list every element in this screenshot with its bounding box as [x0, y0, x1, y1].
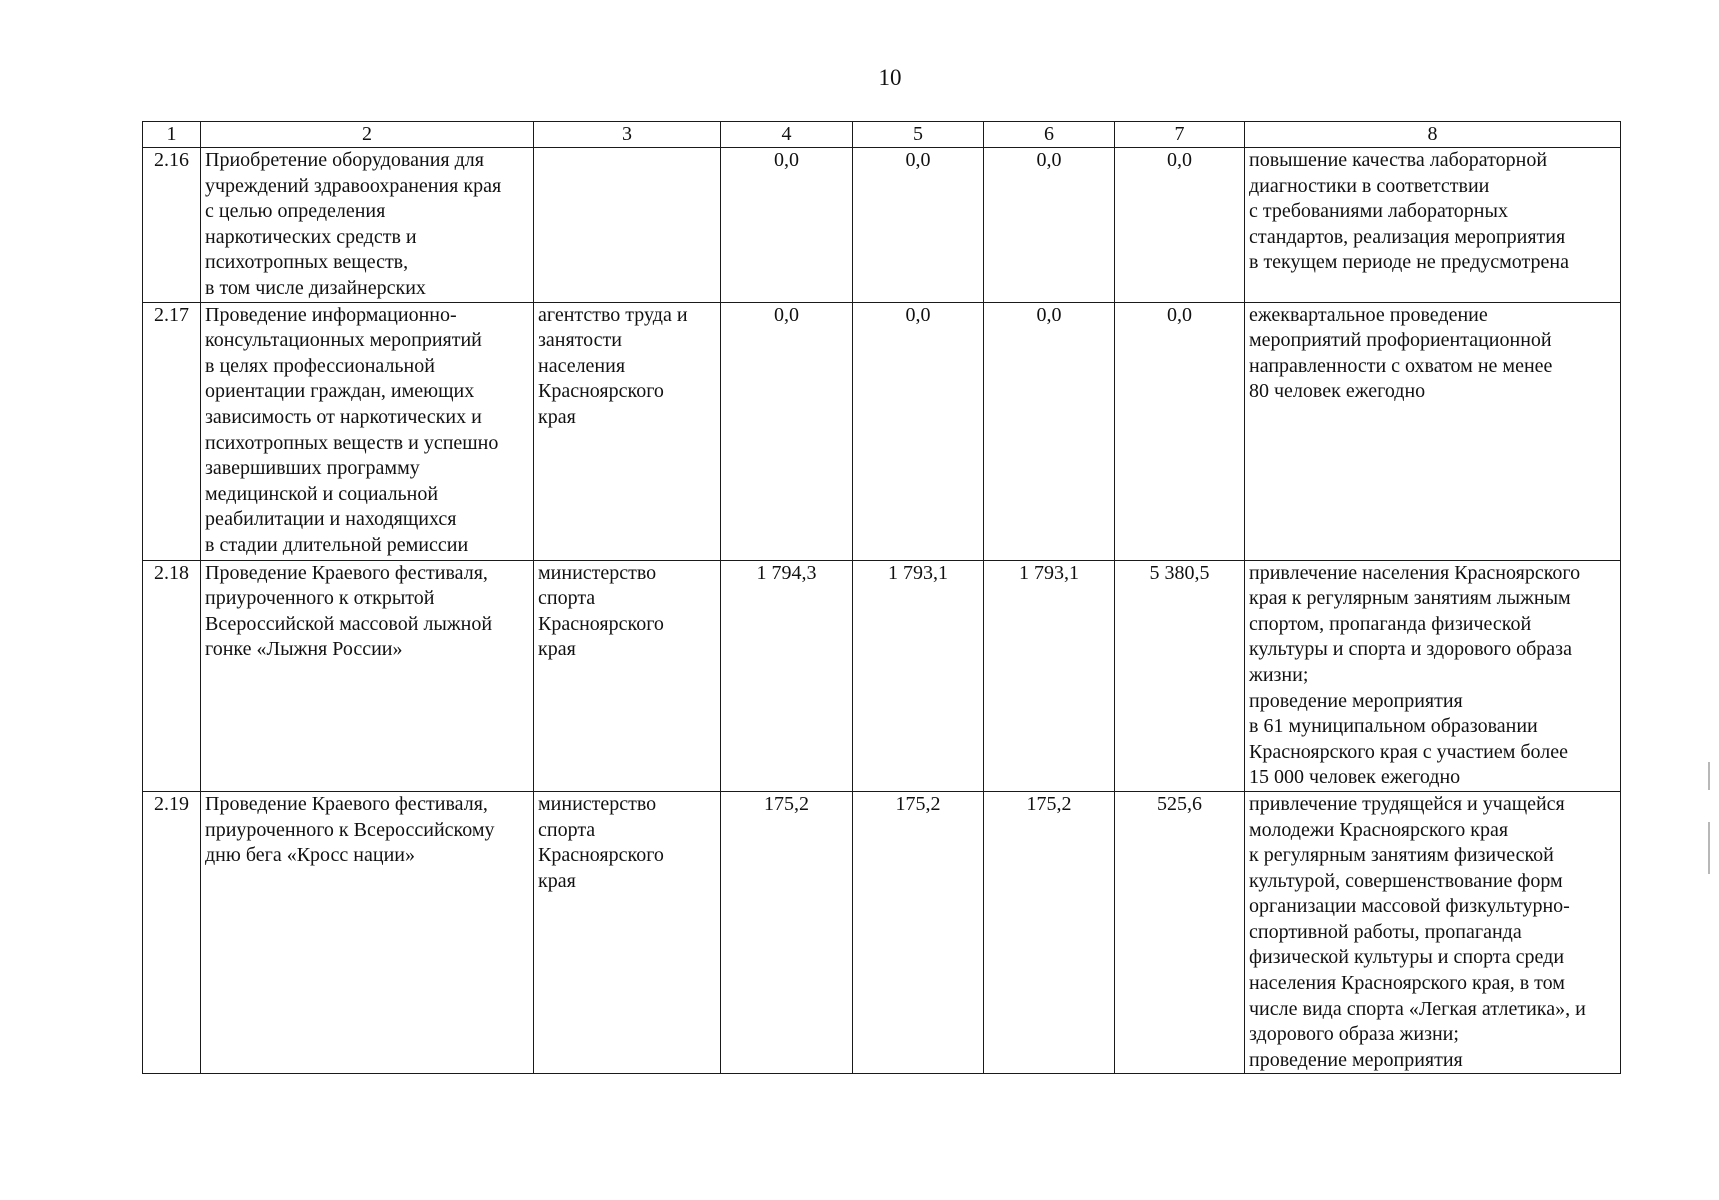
- activity-name-line: наркотических средств и: [205, 225, 417, 248]
- column-number-row: [143, 122, 1621, 148]
- executor-line: министерство: [538, 792, 657, 815]
- program-activities-table: [142, 121, 1621, 1074]
- activity-name-cell: [201, 148, 534, 303]
- scan-edge-mark: [1708, 762, 1710, 790]
- value-col-5: 0,0: [853, 148, 984, 303]
- column-header-1: 1: [143, 122, 201, 148]
- expected-result-line: проведение мероприятия: [1249, 689, 1463, 712]
- activity-name-line: психотропных веществ и успешно: [205, 431, 499, 454]
- activity-name-line: ориентации граждан, имеющих: [205, 380, 475, 403]
- activity-name-line: приуроченного к Всероссийскому: [205, 818, 495, 841]
- expected-result-line: 15 000 человек ежегодно: [1249, 766, 1461, 789]
- row-number: 2.19: [143, 791, 201, 1074]
- expected-result-line: здорового образа жизни;: [1249, 1023, 1459, 1046]
- activity-name-line: в стадии длительной ремиссии: [205, 533, 469, 556]
- value-total: 5 380,5: [1115, 560, 1245, 791]
- value-col-4: 0,0: [721, 302, 853, 560]
- expected-result-line: молодежи Красноярского края: [1249, 818, 1509, 841]
- activity-name-line: с целью определения: [205, 200, 386, 223]
- column-header-6: 6: [984, 122, 1115, 148]
- activity-name-line: зависимость от наркотических и: [205, 405, 482, 428]
- value-total: 0,0: [1115, 148, 1245, 303]
- column-header-8: 8: [1245, 122, 1621, 148]
- executor-line: Красноярского: [538, 380, 664, 403]
- row-number: 2.17: [143, 302, 201, 560]
- row-number: 2.16: [143, 148, 201, 303]
- expected-result-line: края к регулярным занятиям лыжным: [1249, 587, 1571, 610]
- expected-result-line: организации массовой физкультурно-: [1249, 895, 1570, 918]
- expected-result-line: ежеквартальное проведение: [1249, 303, 1488, 326]
- executor-line: министерство: [538, 561, 657, 584]
- expected-result-line: стандартов, реализация мероприятия: [1249, 225, 1566, 248]
- executor-line: Красноярского: [538, 844, 664, 867]
- expected-result-line: к регулярным занятиям физической: [1249, 844, 1554, 867]
- value-col-5: 1 793,1: [853, 560, 984, 791]
- activity-name-line: консультационных мероприятий: [205, 329, 482, 352]
- expected-result-line: Красноярского края с участием более: [1249, 740, 1569, 763]
- value-col-5: 175,2: [853, 791, 984, 1074]
- expected-result-line: в текущем периоде не предусмотрена: [1249, 251, 1569, 274]
- column-header-5: 5: [853, 122, 984, 148]
- value-total: 525,6: [1115, 791, 1245, 1074]
- executor-line: Красноярского: [538, 612, 664, 635]
- expected-result-line: населения Красноярского края, в том: [1249, 972, 1565, 995]
- expected-result-cell: [1245, 791, 1621, 1074]
- value-col-6: 175,2: [984, 791, 1115, 1074]
- expected-result-line: 80 человек ежегодно: [1249, 380, 1426, 403]
- value-col-4: 175,2: [721, 791, 853, 1074]
- executor-line: занятости: [538, 329, 622, 352]
- table-body: [143, 148, 1621, 1074]
- expected-result-line: диагностики в соответствии: [1249, 174, 1490, 197]
- expected-result-cell: [1245, 560, 1621, 791]
- value-col-4: 1 794,3: [721, 560, 853, 791]
- expected-result-cell: [1245, 148, 1621, 303]
- activity-name-line: Проведение Краевого фестиваля,: [205, 561, 488, 584]
- executor-line: края: [538, 869, 576, 892]
- value-col-6: 1 793,1: [984, 560, 1115, 791]
- value-col-4: 0,0: [721, 148, 853, 303]
- expected-result-line: привлечение населения Красноярского: [1249, 561, 1581, 584]
- expected-result-line: жизни;: [1249, 663, 1309, 686]
- executor-cell: [534, 302, 721, 560]
- executor-cell: [534, 148, 721, 303]
- activity-name-cell: [201, 791, 534, 1074]
- expected-result-line: культурой, совершенствование форм: [1249, 869, 1563, 892]
- value-col-6: 0,0: [984, 148, 1115, 303]
- expected-result-line: физической культуры и спорта среди: [1249, 946, 1565, 969]
- executor-line: населения: [538, 354, 626, 377]
- expected-result-line: числе вида спорта «Легкая атлетика», и: [1249, 997, 1586, 1020]
- activity-name-line: в том числе дизайнерских: [205, 276, 426, 299]
- activity-name-line: психотропных веществ,: [205, 251, 409, 274]
- expected-result-line: в 61 муниципальном образовании: [1249, 715, 1538, 738]
- table-row: [143, 148, 1621, 303]
- executor-line: агентство труда и: [538, 303, 688, 326]
- scan-edge-mark: [1708, 822, 1710, 874]
- column-header-4: 4: [721, 122, 853, 148]
- expected-result-line: спортивной работы, пропаганда: [1249, 920, 1522, 943]
- expected-result-line: культуры и спорта и здорового образа: [1249, 638, 1572, 661]
- activity-name-line: реабилитации и находящихся: [205, 508, 457, 531]
- activity-name-line: Проведение Краевого фестиваля,: [205, 792, 488, 815]
- page-number: 10: [878, 65, 902, 90]
- expected-result-cell: [1245, 302, 1621, 560]
- executor-line: края: [538, 405, 576, 428]
- expected-result-line: привлечение трудящейся и учащейся: [1249, 792, 1565, 815]
- activity-name-line: Всероссийской массовой лыжной: [205, 612, 493, 635]
- activity-name-line: завершивших программу: [205, 457, 420, 480]
- expected-result-line: повышение качества лабораторной: [1249, 149, 1548, 171]
- activity-name-line: дню бега «Кросс нации»: [205, 844, 415, 867]
- table-row: [143, 791, 1621, 1074]
- activity-name-cell: [201, 560, 534, 791]
- column-header-3: 3: [534, 122, 721, 148]
- executor-cell: [534, 560, 721, 791]
- activity-name-line: в целях профессиональной: [205, 354, 435, 377]
- executor-line: спорта: [538, 587, 596, 610]
- table-row: [143, 302, 1621, 560]
- expected-result-line: направленности с охватом не менее: [1249, 354, 1553, 377]
- executor-line: спорта: [538, 818, 596, 841]
- activity-name-line: приуроченного к открытой: [205, 587, 435, 610]
- row-number: 2.18: [143, 560, 201, 791]
- value-col-6: 0,0: [984, 302, 1115, 560]
- activity-name-line: медицинской и социальной: [205, 482, 439, 505]
- column-header-2: 2: [201, 122, 534, 148]
- expected-result-line: проведение мероприятия: [1249, 1048, 1463, 1071]
- activity-name-line: учреждений здравоохранения края: [205, 174, 502, 197]
- activity-name-line: Проведение информационно-: [205, 303, 457, 326]
- activity-name-line: Приобретение оборудования для: [205, 149, 484, 171]
- table-row: [143, 560, 1621, 791]
- value-total: 0,0: [1115, 302, 1245, 560]
- activity-name-line: гонке «Лыжня России»: [205, 638, 403, 661]
- expected-result-line: с требованиями лабораторных: [1249, 200, 1508, 223]
- expected-result-line: мероприятий профориентационной: [1249, 329, 1552, 352]
- executor-cell: [534, 791, 721, 1074]
- activity-name-cell: [201, 302, 534, 560]
- executor-line: края: [538, 638, 576, 661]
- column-header-7: 7: [1115, 122, 1245, 148]
- expected-result-line: спортом, пропаганда физической: [1249, 612, 1532, 635]
- value-col-5: 0,0: [853, 302, 984, 560]
